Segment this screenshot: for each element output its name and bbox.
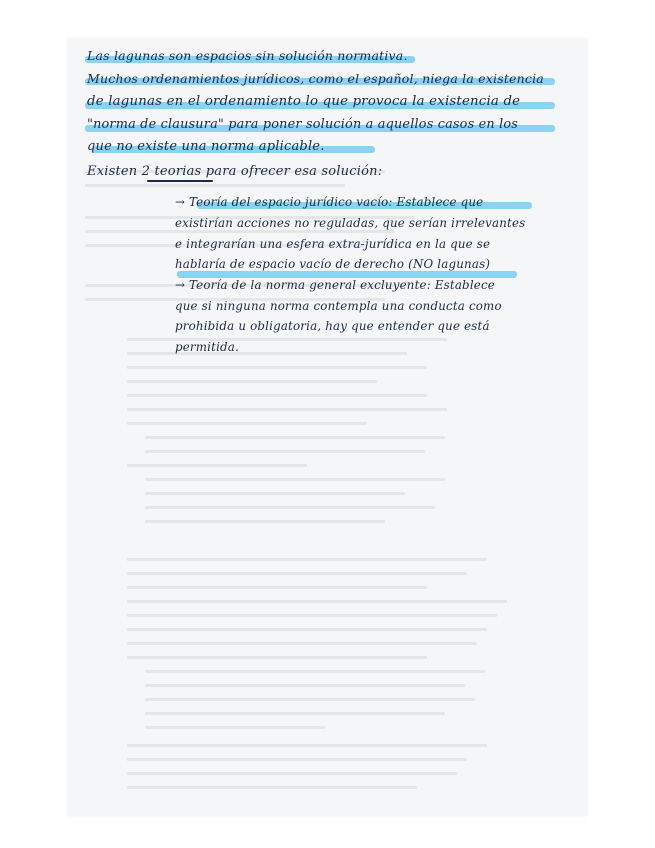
bleed-through-texture <box>67 38 587 816</box>
note-line: de lagunas en el ordenamiento lo que provoca la existencia de <box>87 94 521 109</box>
note-line: Existen 2 teorias para ofrecer esa solución: <box>87 164 383 179</box>
theory-line: → Teoría de la norma general excluyente: Establece <box>175 278 495 292</box>
theory-line: que si ninguna norma contempla una conducta como <box>175 299 502 313</box>
notebook-page <box>67 38 587 816</box>
highlight-mark <box>177 271 517 278</box>
theory-line: permitida. <box>175 340 239 354</box>
theory-line: → Teoría del espacio jurídico vacío: Establece que <box>175 195 484 209</box>
theory-line: prohibida u obligatoria, hay que entender que está <box>175 319 490 333</box>
theory-line: hablaría de espacio vacío de derecho (NO lagunas) <box>175 257 491 271</box>
note-line: Muchos ordenamientos jurídicos, como el español, niega la existencia <box>87 71 544 86</box>
theory-line: existirían acciones no reguladas, que serían irrelevantes <box>175 216 526 230</box>
underline-mark <box>147 180 213 182</box>
theory-line: e integrarían una esfera extra-jurídica en la que se <box>175 237 491 251</box>
note-line: que no existe una norma aplicable. <box>87 139 325 154</box>
note-line: Las lagunas son espacios sin solución normativa. <box>87 48 408 63</box>
note-line: "norma de clausura" para poner solución a aquellos casos en los <box>87 117 519 132</box>
